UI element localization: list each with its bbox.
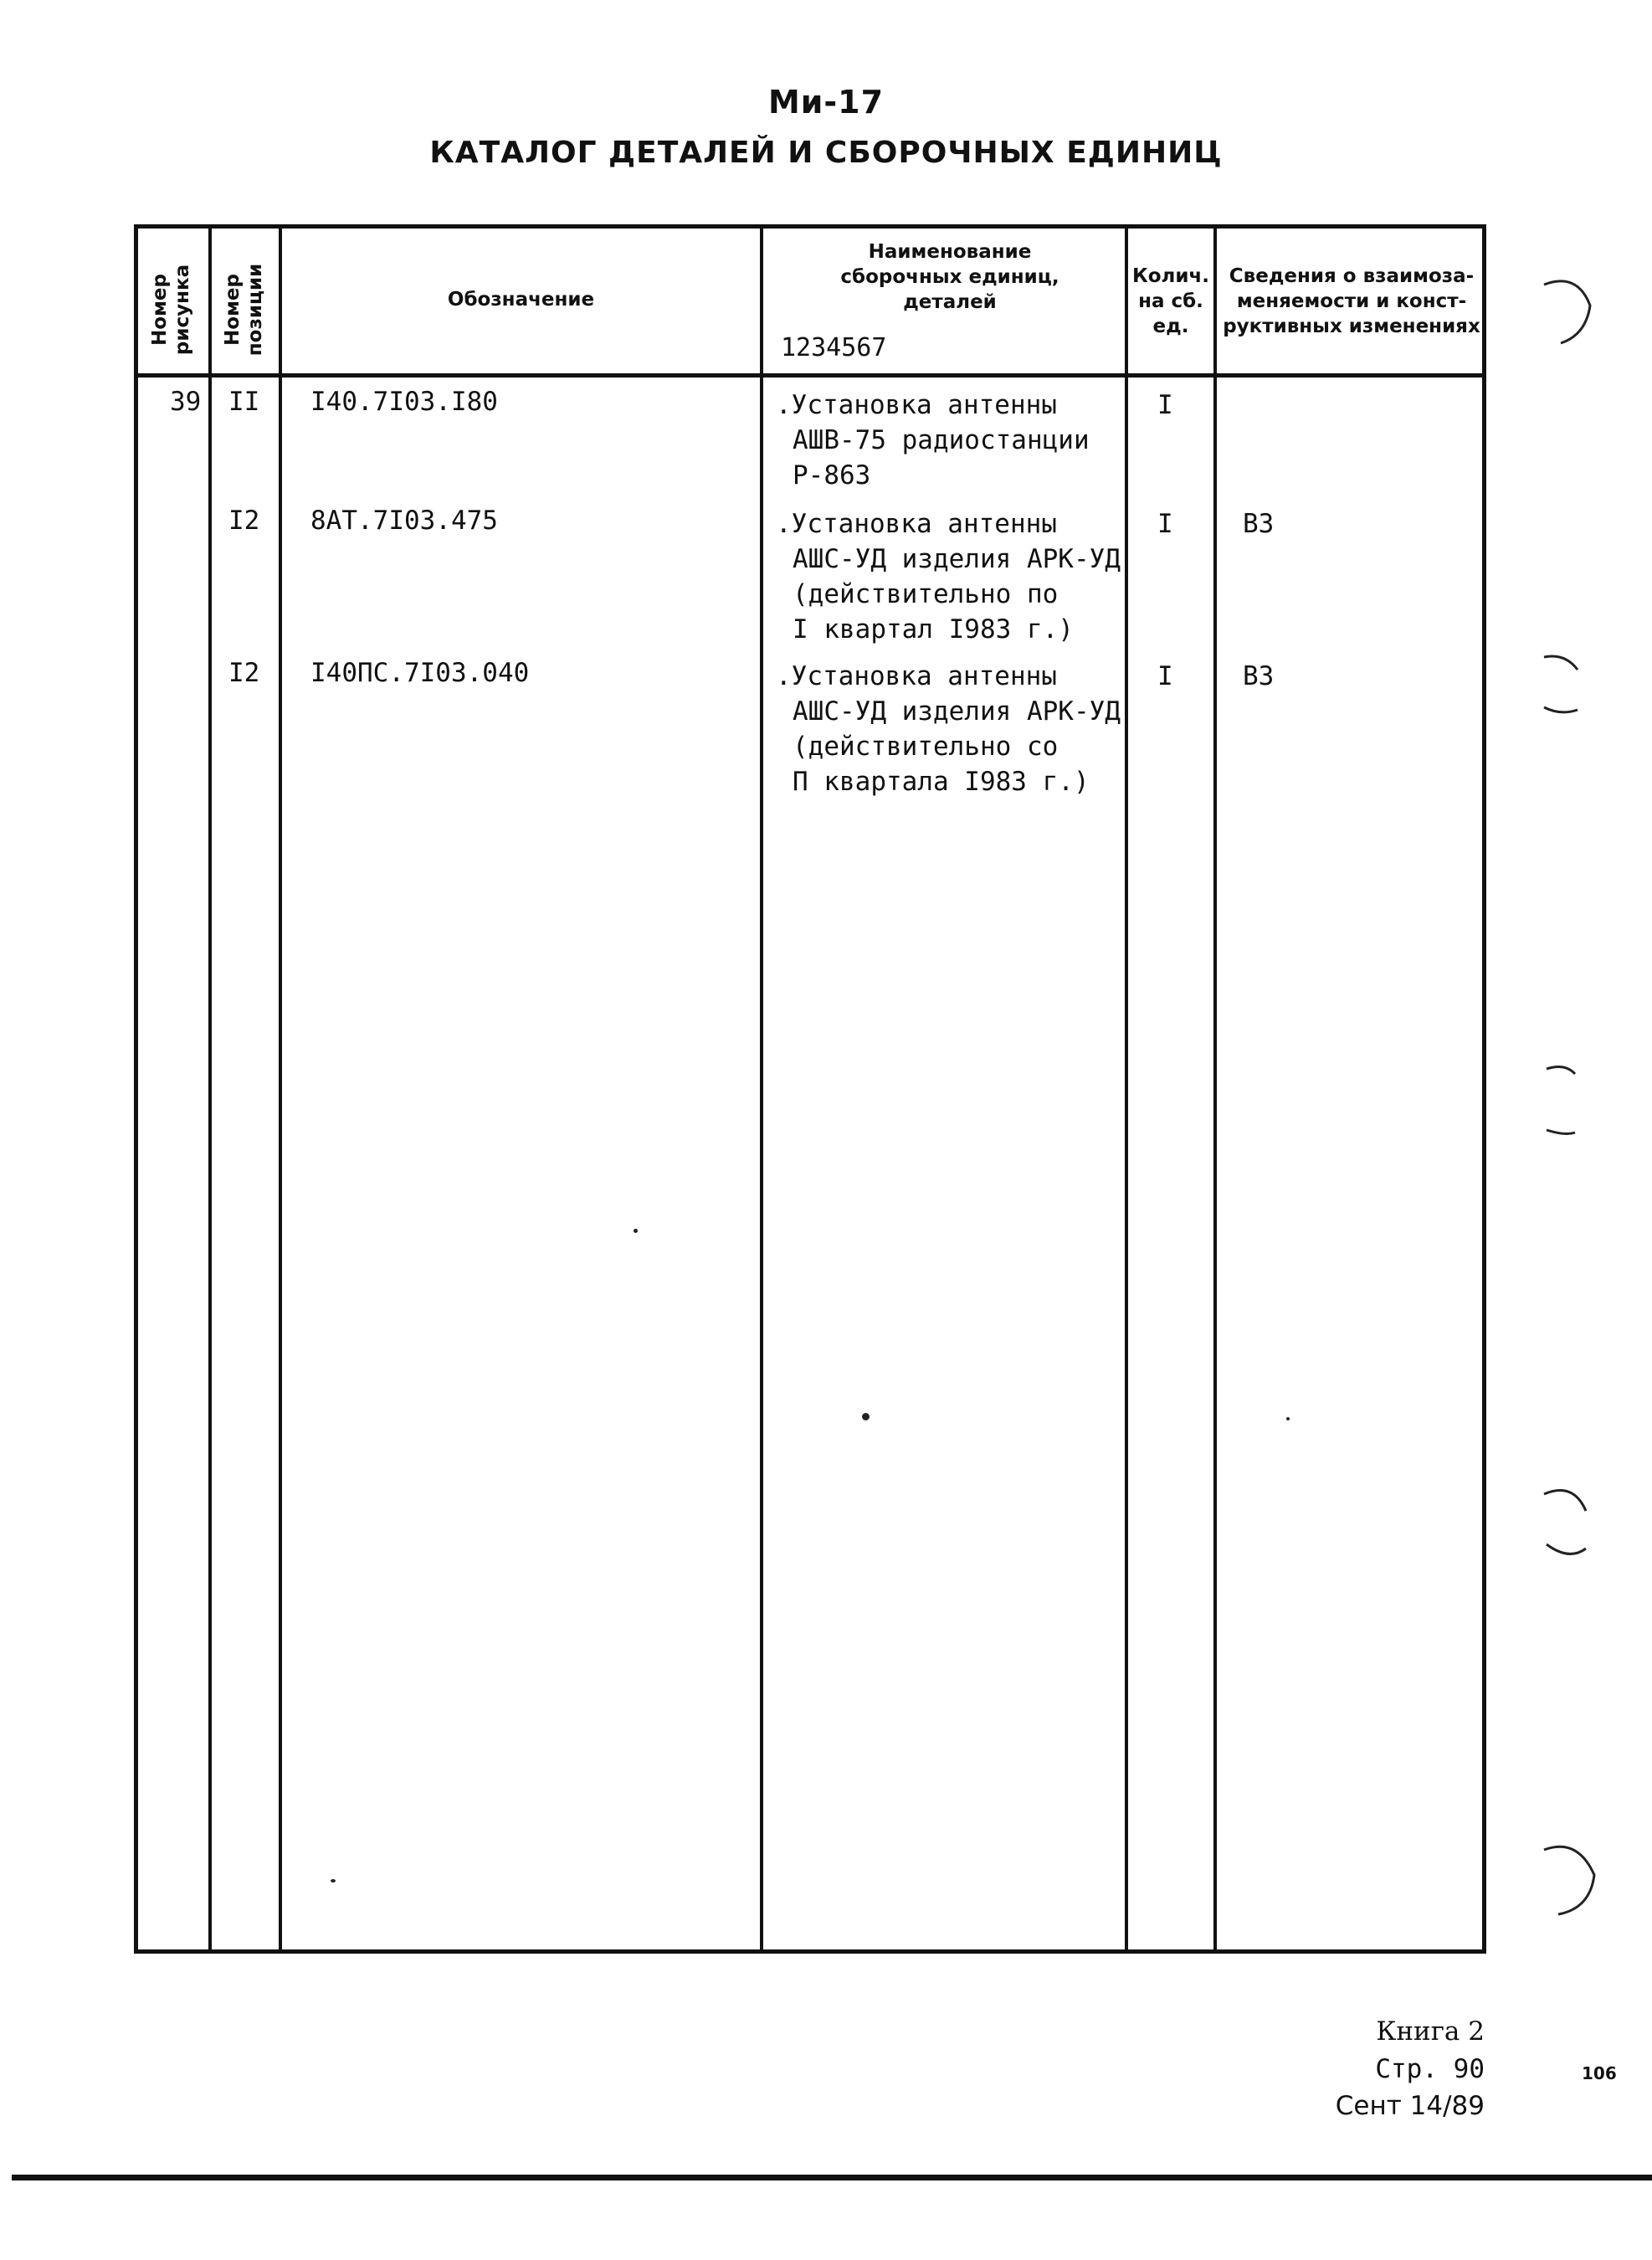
col-header-qty: Колич. на сб. ед. — [1131, 265, 1210, 337]
footer-page: Стр. 90 — [1375, 2054, 1485, 2084]
row-1-name-line-1: .Установка антенны — [776, 390, 1057, 420]
footer-book: Книга 2 — [1376, 2016, 1485, 2047]
scan-speck — [634, 1229, 638, 1233]
row-3-name-line-1: .Установка антенны — [776, 661, 1057, 691]
scan-speck — [1286, 1417, 1290, 1420]
punch-hole-mark — [1540, 268, 1607, 352]
col-header-info: Сведения о взаимоза-меняемости и конст-руктивных изменениях — [1223, 265, 1480, 337]
row-2-name-line-2: АШС-УД изделия АРК-УД — [793, 544, 1121, 574]
document-title: КАТАЛОГ ДЕТАЛЕЙ И СБОРОЧНЫХ ЕДИНИЦ — [429, 136, 1223, 170]
col-header-designation: Обозначение — [447, 289, 595, 311]
row-1-designation: I40.7I03.I80 — [310, 387, 498, 417]
document-model: Ми-17 — [767, 84, 885, 121]
row-1-pos: II — [228, 387, 260, 417]
row-2-pos: I2 — [228, 506, 260, 536]
row-2-info: В3 — [1243, 509, 1275, 539]
header-divider — [138, 373, 1482, 378]
row-1-name-line-3: Р-863 — [793, 460, 871, 491]
row-3-pos: I2 — [228, 658, 260, 688]
row-1-name-line-2: АШВ-75 радиостанции — [793, 425, 1090, 455]
row-1-qty: I — [1157, 390, 1173, 420]
row-2-designation: 8АТ.7I03.475 — [310, 506, 498, 536]
row-3-qty: I — [1157, 661, 1173, 691]
scan-speck — [331, 1879, 336, 1882]
row-2-name-line-4: I квартал I983 г.) — [793, 614, 1074, 645]
row-3-name-line-2: АШС-УД изделия АРК-УД — [793, 696, 1121, 727]
sheet-number: 106 — [1582, 2063, 1617, 2083]
footer-date: Сент 14/89 — [1335, 2091, 1485, 2121]
row-2-name-line-1: .Установка антенны — [776, 509, 1057, 539]
row-2-name-line-3: (действительно по — [793, 579, 1059, 609]
col-header-fig-no: Номер рисунка — [149, 264, 193, 356]
col-header-name: Наименование сборочных единиц, деталей — [840, 241, 1059, 313]
punch-hole-mark — [1540, 1477, 1607, 1569]
bottom-rule — [12, 2175, 1652, 2180]
row-3-info: В3 — [1243, 661, 1275, 691]
row-3-name-line-4: П квартала I983 г.) — [793, 767, 1090, 797]
row-1-fig: 39 — [170, 387, 202, 417]
punch-hole-mark — [1540, 1837, 1607, 1929]
row-3-name-line-3: (действительно со — [793, 732, 1059, 762]
punch-hole-mark — [1540, 1059, 1607, 1143]
parts-catalog-table — [134, 224, 1486, 1954]
col-header-pos-no: Номер позиции — [222, 263, 266, 357]
row-2-qty: I — [1157, 509, 1173, 539]
col-header-name-codes: 1234567 — [781, 333, 887, 362]
row-3-designation: I40ПС.7I03.040 — [310, 658, 530, 688]
punch-hole-mark — [1540, 645, 1607, 728]
scan-speck — [862, 1413, 870, 1420]
